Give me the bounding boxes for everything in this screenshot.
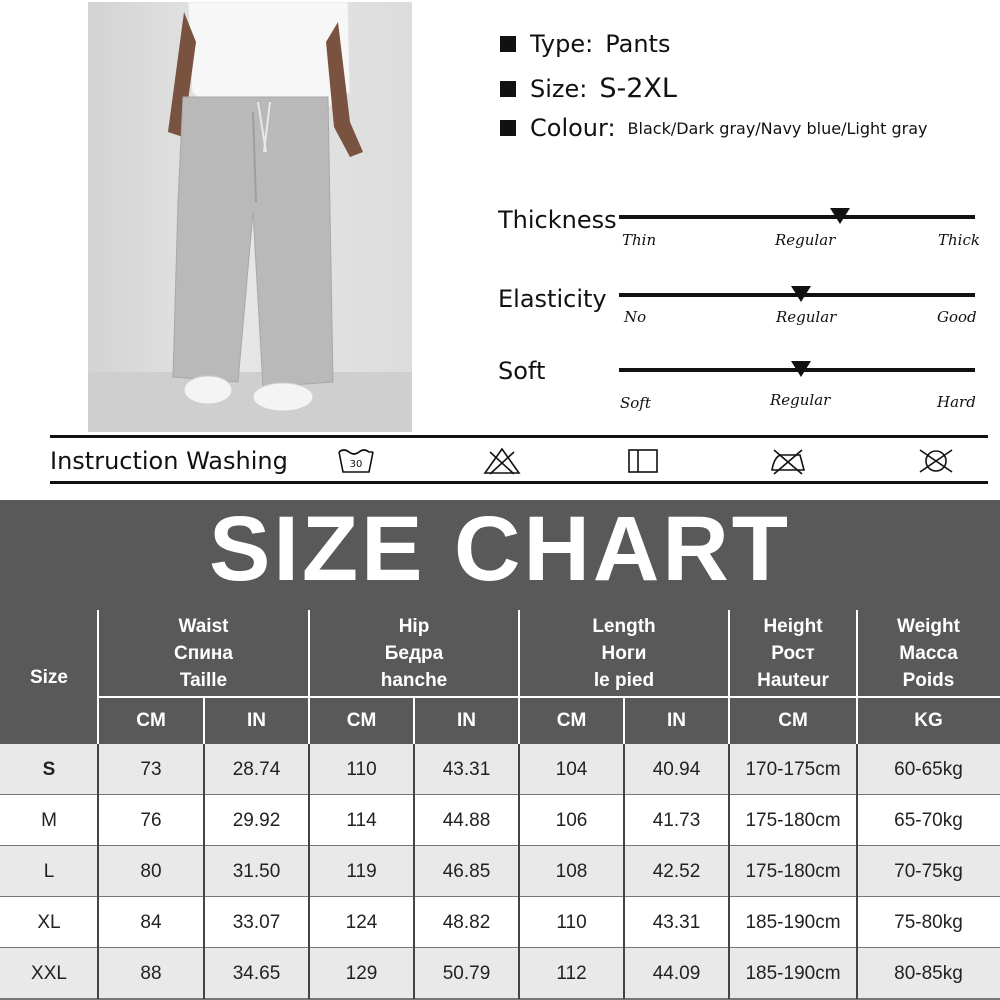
size-cell: S [0, 744, 98, 795]
group-header-line: Height [763, 615, 823, 637]
table-cell: 73 [98, 744, 204, 795]
product-photo [88, 2, 412, 432]
group-header-line: le pied [593, 669, 655, 691]
wash-30-icon [336, 446, 376, 476]
column-divider [623, 744, 625, 999]
size-cell: XXL [0, 948, 98, 999]
spec-type-label: Type: [530, 30, 594, 58]
unit-header: CM [98, 696, 204, 744]
table-cell: 124 [309, 897, 414, 948]
size-header: Size [0, 610, 98, 744]
table-cell: 43.31 [624, 897, 729, 948]
header-column-divider [518, 610, 520, 744]
table-cell: 65-70kg [857, 795, 1000, 846]
size-chart-table [0, 610, 1000, 1000]
size-chart-title: SIZE CHART [209, 498, 791, 600]
group-header-line: Hauteur [757, 669, 829, 691]
bullet-icon [500, 120, 516, 136]
column-divider [518, 744, 520, 999]
group-header [98, 610, 309, 696]
model-illustration [88, 2, 412, 432]
group-header [519, 610, 729, 696]
unit-header: CM [519, 696, 624, 744]
unit-header: CM [309, 696, 414, 744]
group-header-line: Poids [902, 669, 955, 691]
table-cell: 43.31 [414, 744, 519, 795]
scale-left-label: Thin [622, 231, 657, 249]
spec-colour-label: Colour: [530, 114, 616, 142]
scale-title: Soft [498, 357, 546, 385]
table-cell: 108 [519, 846, 624, 897]
column-divider [203, 744, 205, 999]
scale-mid-label: Regular [775, 231, 836, 249]
table-cell: 88 [98, 948, 204, 999]
spec-colour [500, 114, 927, 142]
spec-type-value: Pants [605, 30, 671, 58]
unit-header: KG [857, 696, 1000, 744]
column-divider [308, 744, 310, 999]
table-cell: 80-85kg [857, 948, 1000, 999]
spec-size [500, 73, 677, 104]
column-divider [856, 744, 858, 999]
table-cell: 41.73 [624, 795, 729, 846]
header-column-divider [97, 610, 99, 744]
table-cell: 29.92 [204, 795, 309, 846]
bullet-icon [500, 36, 516, 52]
group-header-line: Масса [899, 642, 958, 664]
scale-mid-label: Regular [776, 308, 837, 326]
scale-title: Elasticity [498, 285, 607, 313]
table-cell: 34.65 [204, 948, 309, 999]
scale-right-label: Thick [938, 231, 980, 249]
spec-colour-value: Black/Dark gray/Navy blue/Light gray [627, 118, 928, 138]
table-cell: 44.88 [414, 795, 519, 846]
table-cell: 46.85 [414, 846, 519, 897]
group-header-line: Ноги [601, 642, 647, 664]
table-cell: 50.79 [414, 948, 519, 999]
table-cell: 112 [519, 948, 624, 999]
group-header-line: Спина [174, 642, 233, 664]
table-cell: 175-180cm [729, 846, 857, 897]
header-column-divider [413, 696, 415, 744]
unit-header: IN [624, 696, 729, 744]
size-cell: M [0, 795, 98, 846]
scale-left-label: Soft [620, 394, 651, 412]
no-bleach-icon [482, 446, 522, 476]
table-cell: 110 [309, 744, 414, 795]
header-column-divider [856, 610, 858, 744]
group-header [857, 610, 1000, 696]
table-cell: 33.07 [204, 897, 309, 948]
table-cell: 129 [309, 948, 414, 999]
table-cell: 175-180cm [729, 795, 857, 846]
group-header-line: Hip [398, 615, 430, 637]
table-cell: 48.82 [414, 897, 519, 948]
unit-header: IN [414, 696, 519, 744]
tumble-dry-icon [623, 446, 663, 476]
scale-marker [791, 361, 811, 377]
table-cell: 110 [519, 897, 624, 948]
table-cell: 104 [519, 744, 624, 795]
header-column-divider [728, 610, 730, 744]
table-cell: 119 [309, 846, 414, 897]
table-cell: 44.09 [624, 948, 729, 999]
spec-size-label: Size: [530, 74, 588, 103]
table-cell: 40.94 [624, 744, 729, 795]
scale-right-label: Hard [937, 393, 976, 411]
table-cell: 28.74 [204, 744, 309, 795]
scale-mid-label: Regular [770, 391, 831, 409]
table-cell: 80 [98, 846, 204, 897]
column-divider [413, 744, 415, 999]
table-cell: 84 [98, 897, 204, 948]
group-header [309, 610, 519, 696]
table-cell: 42.52 [624, 846, 729, 897]
group-header-line: Рост [771, 642, 815, 664]
group-header-line: Бедра [384, 642, 444, 664]
group-header-line: Length [592, 615, 656, 637]
divider [50, 435, 988, 438]
size-cell: L [0, 846, 98, 897]
spec-type [500, 30, 670, 58]
table-cell: 106 [519, 795, 624, 846]
scale-left-label: No [624, 308, 647, 326]
no-iron-icon [768, 446, 808, 476]
divider [50, 481, 988, 484]
group-header-line: hanche [380, 669, 448, 691]
scale-marker [830, 208, 850, 224]
group-header [729, 610, 857, 696]
table-cell: 75-80kg [857, 897, 1000, 948]
table-cell: 170-175cm [729, 744, 857, 795]
table-cell: 70-75kg [857, 846, 1000, 897]
bullet-icon [500, 81, 516, 97]
header-column-divider [203, 696, 205, 744]
scale-title: Thickness [498, 206, 617, 234]
group-header-line: Waist [178, 615, 229, 637]
table-cell: 31.50 [204, 846, 309, 897]
column-divider [728, 744, 730, 999]
table-cell: 114 [309, 795, 414, 846]
no-dry-clean-icon [916, 446, 956, 476]
unit-header: IN [204, 696, 309, 744]
table-cell: 60-65kg [857, 744, 1000, 795]
scale-right-label: Good [937, 308, 977, 326]
washing-title: Instruction Washing [50, 447, 288, 475]
table-cell: 76 [98, 795, 204, 846]
group-header-line: Weight [897, 615, 960, 637]
unit-header: CM [729, 696, 857, 744]
size-cell: XL [0, 897, 98, 948]
table-cell: 185-190cm [729, 897, 857, 948]
group-header-line: Taille [179, 669, 228, 691]
scale-line [619, 215, 975, 219]
column-divider [97, 744, 99, 999]
header-divider [98, 696, 1000, 698]
scale-marker [791, 286, 811, 302]
table-cell: 185-190cm [729, 948, 857, 999]
header-column-divider [623, 696, 625, 744]
header-column-divider [308, 610, 310, 744]
spec-size-value: S-2XL [599, 73, 677, 104]
wash-temp: 30 [349, 459, 363, 470]
